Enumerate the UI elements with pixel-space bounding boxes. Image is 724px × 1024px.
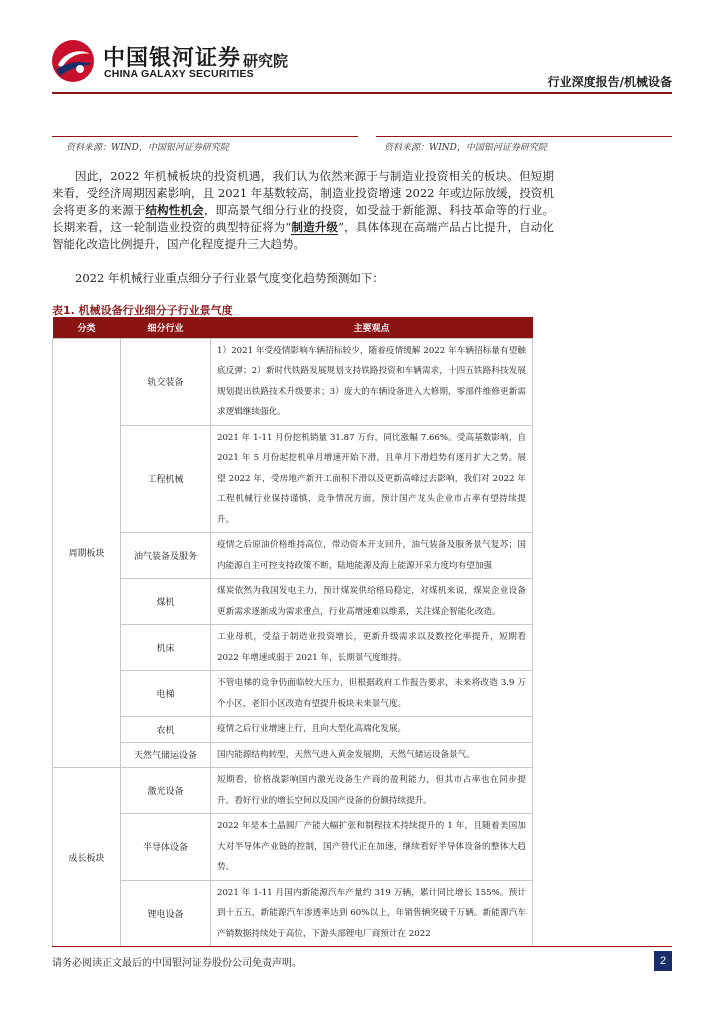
table-row — [53, 625, 533, 671]
subsector-cell: 天然气储运设备 — [121, 742, 211, 768]
table-row — [53, 425, 533, 533]
source-rule-right — [376, 136, 672, 137]
subsector-cell: 轨交装备 — [121, 338, 211, 425]
header-view: 主要观点 — [211, 317, 533, 338]
view-cell: 疫情之后原油价格维持高位，带动资本开支回升，油气装备及服务景气复苏；国内能源自主可控支持政策不断，陆地能源及海上能源开采力度均有望加强 — [211, 533, 533, 579]
header-subsector: 细分行业 — [121, 317, 211, 338]
category-cell: 成长板块 — [53, 768, 121, 947]
table-row — [53, 671, 533, 717]
para1-mid: ，即高景气细分行业的投资，如受益于新能源、科技革命等的行业。长期来看，这一轮制造业投资的典型特征将为“ — [52, 203, 555, 234]
subsector-cell: 锂电设备 — [121, 880, 211, 947]
source-note-right: 资料来源：WIND，中国银河证券研究院 — [384, 143, 547, 153]
view-cell: 1）2021 年受疫情影响车辆招标较少，随着疫情缓解 2022 年车辆招标量有望触底反弹；2）新时代铁路发展规划支持铁路投资和车辆需求，十四五铁路科技发展规划提出铁路技术升级要求；3）庞大的车辆设备进入大修期，零部件维修更新需求逻辑继续强化。 — [211, 338, 533, 425]
para1-emphasis-upgrade: 制造升级 — [291, 220, 339, 234]
sector-outlook-table — [52, 317, 533, 947]
source-note-left: 资料来源：WIND，中国银河证券研究院 — [66, 143, 229, 153]
table-row — [53, 533, 533, 579]
table-row — [53, 814, 533, 881]
report-type: 行业深度报告/机械设备 — [547, 75, 672, 89]
view-cell: 国内能源结构转型，天然气进入黄金发展期，天然气储运设备景气。 — [211, 742, 533, 768]
category-cell: 周期板块 — [53, 338, 121, 768]
disclaimer-text: 请务必阅读正文最后的中国银河证券股份公司免责声明。 — [52, 958, 302, 969]
para1-lead: 因此，2022 年机械板块的投资机遇，我们认为依然来源于与制造业投资相关的板块。但短期来看，受经济周期因素影响，且 2021 年基数较高，制造业投资增速 2022 年或边际放缓，投资机会将更多的来源于 — [52, 169, 554, 217]
header-divider — [52, 92, 672, 94]
view-cell: 煤炭依然为我国发电主力，预计煤炭供给格局稳定，对煤机来说，煤炭企业设备更新需求逐渐成为需求重点，行业高增速难以维系，关注煤企智能化改造。 — [211, 579, 533, 625]
table-row — [53, 338, 533, 425]
institute-label: 研究院 — [243, 52, 289, 70]
subsector-cell: 机床 — [121, 625, 211, 671]
subsector-cell: 半导体设备 — [121, 814, 211, 881]
table-title: 表1. 机械设备行业细分子行业景气度 — [52, 304, 233, 317]
body-paragraph-2: 2022 年机械行业重点细分子行业景气度变化趋势预测如下： — [75, 271, 384, 285]
view-cell: 疫情之后行业增速上行，且向大型化高端化发展。 — [211, 717, 533, 743]
subsector-cell: 煤机 — [121, 579, 211, 625]
table-row — [53, 717, 533, 743]
table-row — [53, 579, 533, 625]
brand-name-cn: 中国银河证券 — [103, 46, 242, 71]
table-row — [53, 768, 533, 814]
body-paragraph-1 — [52, 168, 554, 253]
subsector-cell: 农机 — [121, 717, 211, 743]
table-row — [53, 742, 533, 768]
para1-emphasis-structural: 结构性机会 — [145, 203, 204, 217]
view-cell: 工业母机，受益于制造业投资增长，更新升级需求以及数控化率提升，短期看 2022 年增速或弱于 2021 年，长期景气度维持。 — [211, 625, 533, 671]
subsector-cell: 工程机械 — [121, 425, 211, 533]
footer-divider — [52, 946, 672, 947]
subsector-cell: 电梯 — [121, 671, 211, 717]
view-cell: 2021 年 1-11 月份挖机销量 31.87 万台，同比涨幅 7.66%。受高基数影响，自 2021 年 5 月份起挖机单月增速开始下滑，且单月下滑趋势有逐月扩大之势。展望 2022 年，受房地产新开工面积下滑以及更新高峰过去影响，我们对 2022 年工程机械行业保持谨慎，竞争情况方面，预计国产龙头企业市占率有望持续提升。 — [211, 425, 533, 533]
galaxy-logo-icon — [50, 38, 96, 84]
subsector-cell: 油气装备及服务 — [121, 533, 211, 579]
page-number: 2 — [654, 951, 672, 971]
source-rule-left — [52, 136, 358, 137]
view-cell: 不管电梯的竞争仍面临较大压力，但根据政府工作报告要求，未来将改造 3.9 万个小区，老旧小区改造有望提升板块未来景气度。 — [211, 671, 533, 717]
table-header-row — [53, 317, 533, 338]
view-cell: 短期看，价格战影响国内激光设备生产商的盈利能力，但其市占率也在同步提升。看好行业的增长空间以及国产设备的份额持续提升。 — [211, 768, 533, 814]
para1-tail: ”，具体体现在高端产品占比提升，自动化智能化改造比例提升，国产化程度提升三大趋势。 — [52, 220, 554, 251]
header-category: 分类 — [53, 317, 121, 338]
subsector-cell: 激光设备 — [121, 768, 211, 814]
view-cell: 2022 年是本土晶圆厂产能大幅扩张和制程技术持续提升的 1 年，且随着美国加大对半导体产业链的控制，国产替代正在加速，继续看好半导体设备的整体大趋势。 — [211, 814, 533, 881]
brand-name-en: CHINA GALAXY SECURITIES — [104, 68, 254, 80]
table-row — [53, 880, 533, 947]
view-cell: 2021 年 1-11 月国内新能源汽车产量约 319 万辆，累计同比增长 155%。预计到十五五，新能源汽车渗透率达到 60%以上，年销售辆突破千万辆。新能源汽车产销数据持续处于高位，下游头部锂电厂商预计在 2022 — [211, 880, 533, 947]
